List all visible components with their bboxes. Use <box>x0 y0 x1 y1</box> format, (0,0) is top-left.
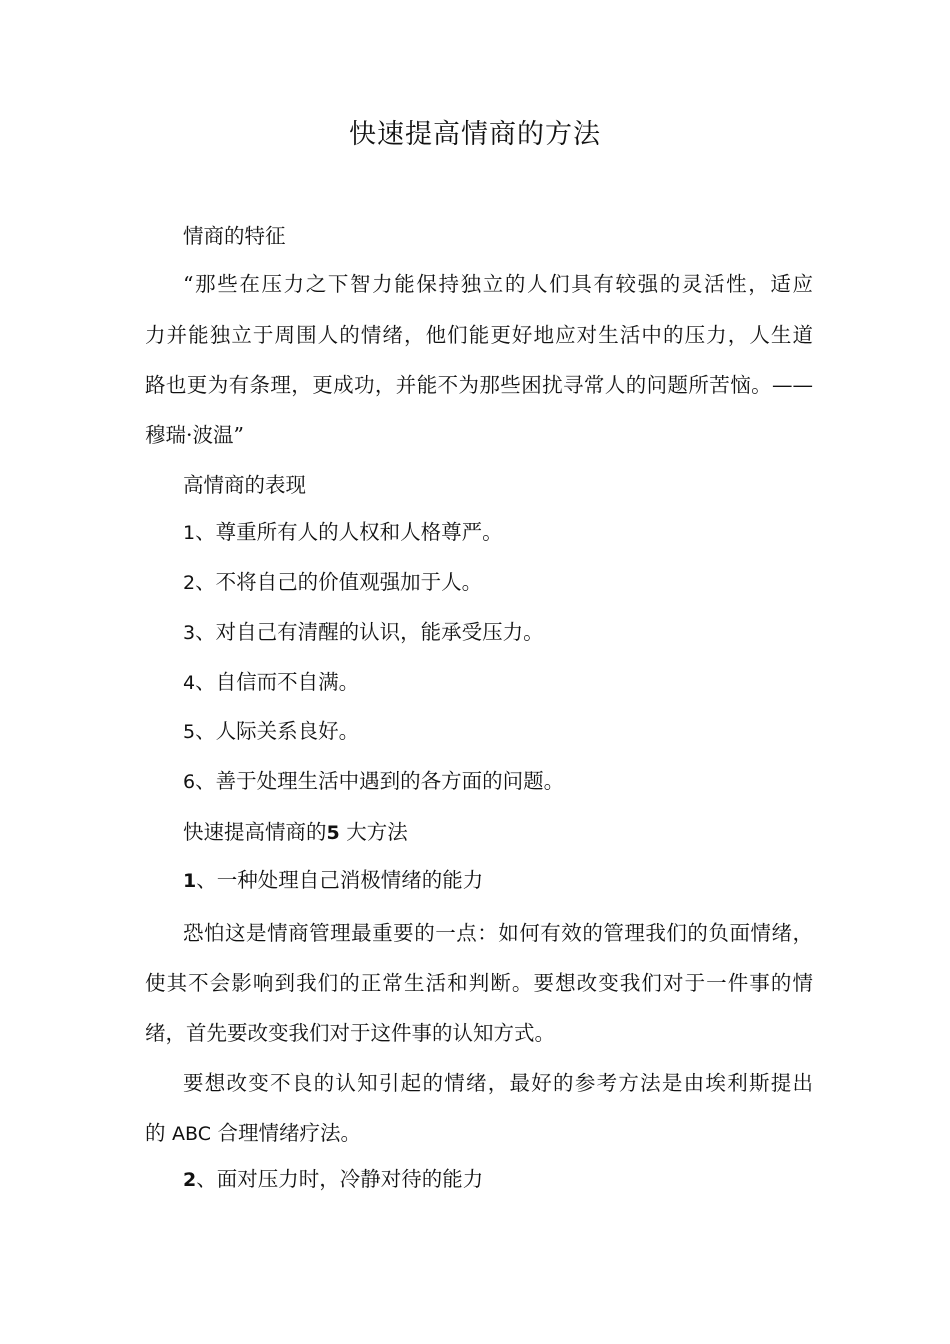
section-heading-methods <box>183 818 813 847</box>
list-item <box>183 618 813 647</box>
method-text: 、一种处理自己消极情绪的能力 <box>196 868 484 892</box>
list-item <box>183 568 813 597</box>
paragraph-2-text-a: 的 <box>145 1121 166 1145</box>
quote-line-4: 穆瑞·波温” <box>145 423 244 447</box>
method-number: 2 <box>183 1169 197 1191</box>
list-item-text: 、尊重所有人的人权和人格尊严。 <box>195 520 503 544</box>
section-heading-traits: 情商的特征 <box>183 224 286 248</box>
paragraph-1-line-3: 绪，首先要改变我们对于这件事的认知方式。 <box>145 1021 555 1045</box>
paragraph-1-line-2: 使其不会影响到我们的正常生活和判断。要想改变我们对于一件事的情 <box>145 971 813 995</box>
method-text: 、面对压力时，冷静对待的能力 <box>196 1167 484 1191</box>
list-item-number: 5 <box>183 721 196 743</box>
list-item <box>183 668 813 697</box>
method-heading-1 <box>183 866 813 895</box>
paragraph-1-line-1: 恐怕这是情商管理最重要的一点：如何有效的管理我们的负面情绪， <box>183 921 813 945</box>
quote-line-3: 路也更为有条理，更成功，并能不为那些困扰寻常人的问题所苦恼。—— <box>145 373 813 397</box>
method-heading-2 <box>183 1165 813 1194</box>
quote-line-2: 力并能独立于周围人的情绪，他们能更好地应对生活中的压力，人生道 <box>145 323 813 347</box>
list-item-number: 6 <box>183 771 196 793</box>
paragraph-2-line-1: 要想改变不良的认知引起的情绪，最好的参考方法是由埃利斯提出 <box>183 1071 813 1095</box>
list-item-number: 3 <box>183 622 196 644</box>
list-item-text: 、善于处理生活中遇到的各方面的问题。 <box>195 769 565 793</box>
list-item-number: 1 <box>183 522 196 544</box>
paragraph-2-line-2 <box>145 1119 813 1148</box>
list-item-text: 、对自己有清醒的认识，能承受压力。 <box>195 620 544 644</box>
list-item <box>183 518 813 547</box>
abc-term: ABC <box>172 1123 211 1145</box>
paragraph-2-text-b: 合理情绪疗法。 <box>217 1121 362 1145</box>
list-item-text: 、不将自己的价值观强加于人。 <box>195 570 483 594</box>
list-item-number: 4 <box>183 672 196 694</box>
section-heading-performance: 高情商的表现 <box>183 473 306 497</box>
methods-heading-part-b: 大方法 <box>346 820 408 844</box>
page-title: 快速提高情商的方法 <box>349 119 601 150</box>
list-item-text: 、自信而不自满。 <box>195 670 360 694</box>
method-number: 1 <box>183 870 197 892</box>
methods-heading-number: 5 <box>326 822 340 844</box>
list-item-number: 2 <box>183 572 196 594</box>
list-item <box>183 717 813 746</box>
list-item-text: 、人际关系良好。 <box>195 719 360 743</box>
list-item <box>183 767 813 796</box>
methods-heading-part-a: 快速提高情商的 <box>183 820 327 844</box>
quote-line-1: “那些在压力之下智力能保持独立的人们具有较强的灵活性，适应 <box>183 272 813 296</box>
